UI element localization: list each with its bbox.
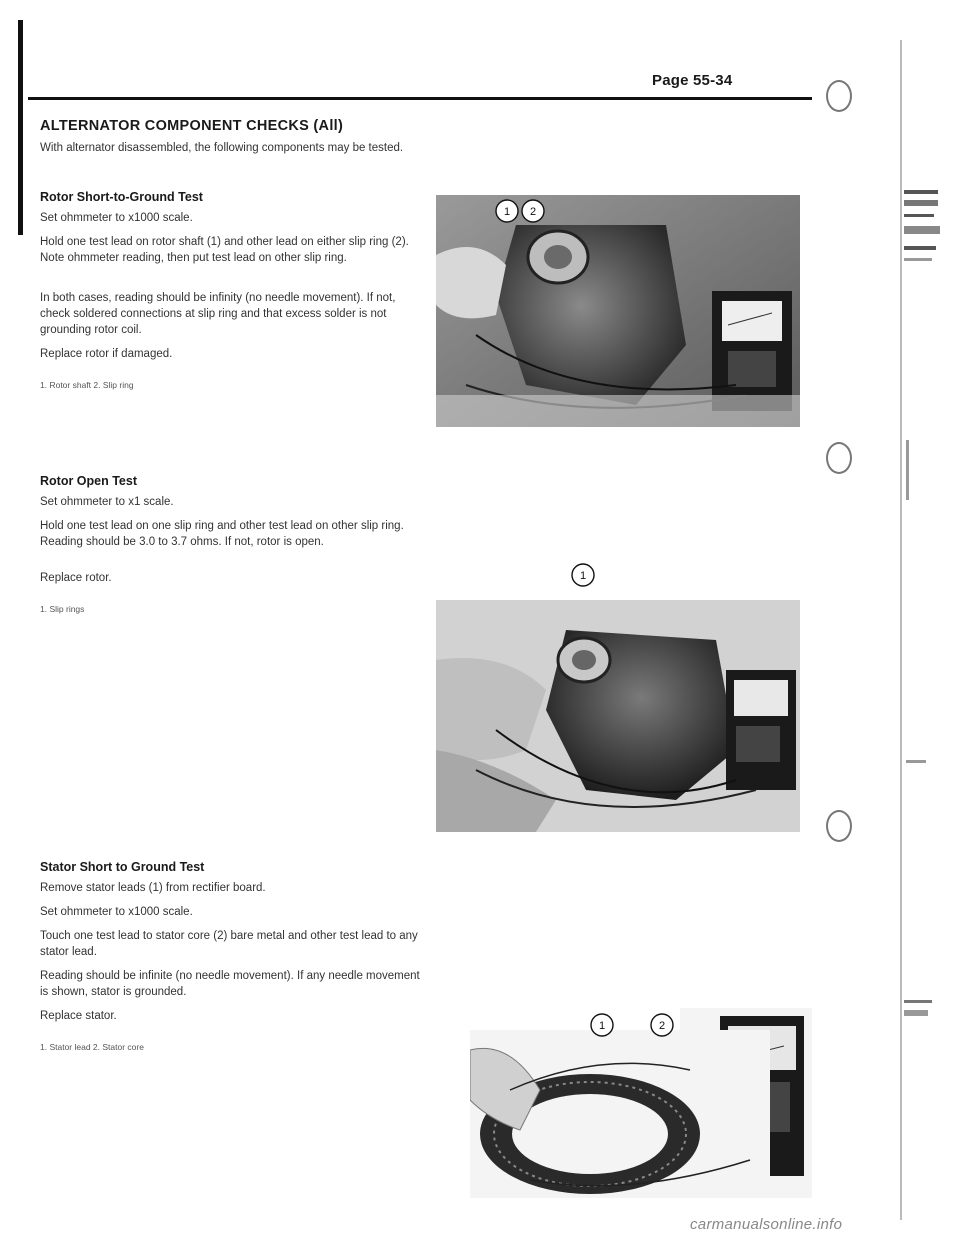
rotor-short-step-1: Set ohmmeter to x1000 scale. xyxy=(40,212,193,224)
stator-short-heading: Stator Short to Ground Test xyxy=(40,860,205,874)
rotor-open-step-2: Hold one test lead on one slip ring and other test lead on other slip ring. Reading should be 3.0 to 3.7 ohms. If not, rotor is open. xyxy=(40,520,404,548)
header-rule xyxy=(28,97,812,100)
punch-hole-icon xyxy=(826,442,852,474)
stator-short-photo xyxy=(470,1030,770,1198)
intro-text: With alternator disassembled, the following components may be tested. xyxy=(40,142,404,154)
margin-scan-mark xyxy=(904,190,938,194)
callout-marker-2 xyxy=(522,200,544,222)
margin-scan-mark xyxy=(904,200,938,206)
rotor-open-step-1: Set ohmmeter to x1 scale. xyxy=(40,496,174,508)
margin-scan-mark xyxy=(906,760,926,763)
rotor-short-caption: 1. Rotor shaft 2. Slip ring xyxy=(40,380,134,390)
svg-text:1: 1 xyxy=(503,206,511,218)
rotor-short-photo xyxy=(436,195,800,427)
margin-scan-mark xyxy=(904,1000,932,1003)
svg-text:2: 2 xyxy=(529,206,537,218)
stator-short-callouts xyxy=(588,1010,680,1040)
margin-scan-mark xyxy=(904,246,936,250)
rotor-short-callouts xyxy=(494,196,554,226)
svg-text:2: 2 xyxy=(658,1020,666,1032)
margin-scan-mark xyxy=(906,440,909,500)
rotor-short-heading: Rotor Short-to-Ground Test xyxy=(40,190,203,204)
rotor-open-heading: Rotor Open Test xyxy=(40,474,137,488)
rotor-open-photo xyxy=(436,600,800,832)
svg-text:1: 1 xyxy=(579,570,587,582)
rotor-open-step-3: Replace rotor. xyxy=(40,572,112,584)
stator-short-step-5: Replace stator. xyxy=(40,1010,117,1022)
rotor-open-callouts xyxy=(568,560,598,590)
callout-marker-1 xyxy=(496,200,518,222)
callout-marker-1 xyxy=(572,564,594,586)
punch-hole-icon xyxy=(826,810,852,842)
margin-scan-mark xyxy=(904,1010,928,1016)
stator-short-step-4: Reading should be infinite (no needle movement). If any needle movement is shown, stator is grounded. xyxy=(40,970,420,998)
callout-marker-1 xyxy=(591,1014,613,1036)
margin-scan-mark xyxy=(904,258,932,261)
stator-short-step-3: Touch one test lead to stator core (2) bare metal and other test lead to any stator lead. xyxy=(40,930,418,958)
stator-short-step-2: Set ohmmeter to x1000 scale. xyxy=(40,906,193,918)
page-edge-line xyxy=(900,40,902,1220)
margin-scan-mark xyxy=(904,226,940,234)
callout-marker-2 xyxy=(651,1014,673,1036)
page-number: Page 55-34 xyxy=(652,72,733,89)
rotor-short-step-4: Replace rotor if damaged. xyxy=(40,348,173,360)
margin-scan-mark xyxy=(904,214,934,217)
rotor-short-step-2: Hold one test lead on rotor shaft (1) and other lead on either slip ring (2). Note ohmmeter reading, then put test lead on other slip ring. xyxy=(40,236,409,264)
punch-hole-icon xyxy=(826,80,852,112)
stator-short-step-1: Remove stator leads (1) from rectifier board. xyxy=(40,882,266,894)
rotor-short-step-3: In both cases, reading should be infinity (no needle movement). If not, check soldered connections at slip ring and that excess solder is not grounding rotor coil. xyxy=(40,292,396,336)
binding-edge-bar xyxy=(18,20,23,235)
svg-text:1: 1 xyxy=(598,1020,606,1032)
rotor-open-caption: 1. Slip rings xyxy=(40,604,85,614)
stator-short-caption: 1. Stator lead 2. Stator core xyxy=(40,1042,144,1052)
section-title: ALTERNATOR COMPONENT CHECKS (All) xyxy=(40,118,344,134)
footer-watermark: carmanualsonline.info xyxy=(690,1216,843,1233)
